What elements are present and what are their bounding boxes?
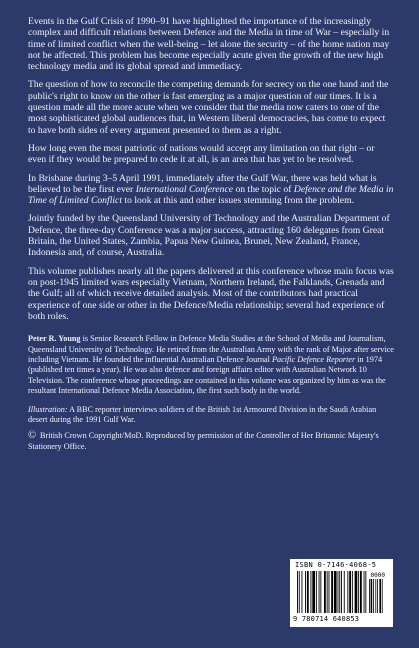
isbn-label xyxy=(295,561,376,569)
isbn-number: ISBN 0-7146-4068-5 xyxy=(295,561,377,569)
conference-topic: Defence and the Media in Time of Limited Conflict xyxy=(28,183,394,207)
paragraph-funding: Jointly funded by the Queensland University of Technology and the Australian Department of Defence, the three-day Conference was a major success, attracting 160 delegates from Great Britain, the United States, Zambia, Papua New Guinea, Brunei, New Zealand, France, Indonesia and, of course, Australia. xyxy=(28,213,390,259)
copyright-notice xyxy=(28,431,394,452)
author-bio xyxy=(28,334,394,396)
paragraph-patriotism: How long even the most patriotic of nations would accept any limitation on that right – or even if they would be prepared to cede it at all, is an area that has yet to be resolved. xyxy=(28,142,375,166)
barcode-addon: 0000 xyxy=(370,572,385,579)
paragraph-conference xyxy=(28,173,394,207)
conference-text-e: to look at this and other issues stemming from the problem. xyxy=(122,195,354,207)
barcode-digits: 9 780714 640853 xyxy=(293,615,360,623)
copyright-symbol: © xyxy=(28,430,36,442)
illustration-caption xyxy=(28,405,394,426)
bio-text-b: in 1974 (published ten times a year). He was also defence and foreign affairs editor with Australian Network 10 Television. The conference whose proceedings are contained in this volume was organized by him as was the resultant International Defence Media Association, the first such body in the world. xyxy=(28,354,386,396)
barcode-icon xyxy=(296,571,388,613)
paragraph-volume: This volume publishes nearly all the papers delivered at this conference whose main focus was on post-1945 limited wars especially Vietnam, Northern Ireland, the Falklands, Grenada and the Gulf; all of which receive detailed analysis. Most of the contributors had practical experience of one side or other in the Defence/Media relationship; several had experience of both roles. xyxy=(28,265,394,322)
copyright-text: British Crown Copyright/MoD. Reproduced by permission of the Controller of Her Britannic Majesty's Stationery Office. xyxy=(28,431,379,451)
journal-title: Pacific Defence Reporter xyxy=(272,354,356,364)
conference-text-c: on the topic of xyxy=(233,183,294,195)
barcode-panel xyxy=(290,559,393,627)
blurb-text-block xyxy=(28,6,394,452)
bio-text-a: is Senior Research Fellow in Defence Media Studies at the School of Media and Journalism, Queensland University of Technology. He retired from the Australian Army with the rank of Major after service including Vietnam. He founded the influential Australian Defence Journal xyxy=(28,334,394,364)
conference-name: International Conference xyxy=(135,183,234,195)
illustration-label: Illustration: xyxy=(28,404,68,414)
author-name: Peter R. Young xyxy=(28,334,81,344)
paragraph-intro: Events in the Gulf Crisis of 1990–91 have highlighted the importance of the increasingly complex and difficult relations between Defence and the Media in time of War – especially in time of limited conflict when the well-being – let alone the security – of the home nation may not be affected. This problem has become especially acute given the growth of the new high technology media and its global spread and immediacy. xyxy=(28,16,390,73)
conference-text-a: In Brisbane during 3–5 April 1991, immediately after the Gulf War, there was held what is believed to be the first ever xyxy=(28,172,377,195)
paragraph-question: The question of how to reconcile the competing demands for secrecy on the one hand and the public's right to know on the other is fast emerging as a major question of our times. It is a question made all the more acute when we consider that the media now caters to one of the most sophisticated global audiences that, in Western liberal democracies, has come to expect to have both sides of every argument presented to them as a right. xyxy=(28,79,389,136)
illustration-text: A BBC reporter interviews soldiers of the British 1st Armoured Division in the Saudi Arabian desert during the 1991 Gulf War. xyxy=(28,404,377,424)
